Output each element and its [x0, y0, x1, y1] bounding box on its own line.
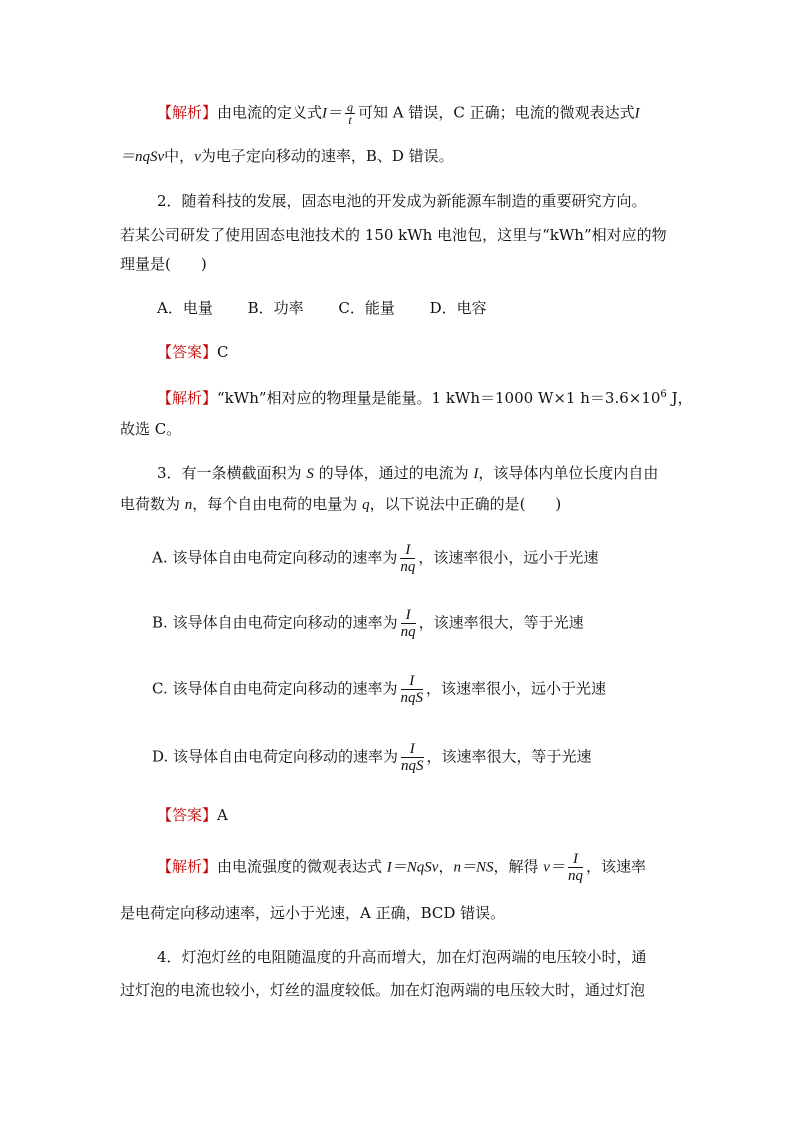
math-n: n	[184, 497, 193, 513]
q4-stem-line-1: 4．灯泡灯丝的电阻随温度的升高而增大，加在灯泡两端的电压较小时，通	[157, 948, 647, 966]
text: 的导体，通过的电流为	[313, 464, 474, 482]
option-label: D.	[152, 747, 174, 766]
analysis-tag: 【解析】	[157, 103, 218, 122]
fraction-numerator: I	[400, 542, 415, 559]
q2-analysis-line-1	[157, 384, 693, 409]
fraction-I-over-nqS	[401, 741, 424, 774]
q1-analysis-line-2	[120, 145, 454, 168]
fraction-denominator: nqS	[400, 690, 423, 706]
math-v: v	[194, 149, 201, 165]
q3-analysis-line-2: 是电荷定向移动速率，远小于光速，A 正确，BCD 错误。	[120, 904, 506, 922]
fraction-denominator: t	[348, 113, 352, 127]
text: “kWh”相对应的物理量是能量。1 kWh＝1000 W×1 h＝3.6×10	[217, 389, 661, 407]
fraction-denominator: nq	[567, 868, 583, 884]
text: 3．有一条横截面积为	[157, 464, 307, 482]
math-I-NqSv: I＝NqSv	[386, 859, 439, 876]
option-text: ，该速率很小，远小于光速	[418, 548, 599, 567]
fraction-numerator: I	[401, 741, 424, 758]
option-text: 该导体自由电荷定向移动的速率为	[172, 548, 398, 567]
math-I: I	[473, 466, 479, 482]
option-text: 该导体自由电荷定向移动的速率为	[172, 613, 398, 632]
text: 由电流强度的微观表达式	[217, 857, 387, 876]
text: ，	[438, 857, 454, 876]
option-label: A.	[152, 548, 173, 567]
q2-analysis-line-2: 故选 C。	[120, 420, 182, 438]
q3-answer	[157, 804, 228, 826]
q4-stem-line-2: 过灯泡的电流也较小，灯丝的温度较低。加在灯泡两端的电压较大时，通过灯泡	[120, 981, 646, 999]
math-I-eq: I＝	[322, 105, 343, 122]
q1-analysis-line-1	[157, 101, 640, 126]
q3-option-b	[152, 607, 584, 640]
fraction-I-over-nqS	[401, 673, 424, 706]
answer-tag: 【答案】	[157, 806, 218, 824]
q2-stem-line-3: 理量是( )	[120, 255, 207, 273]
math-nqSv: ＝nqSv	[120, 149, 165, 165]
text: 由电流的定义式	[217, 103, 323, 122]
answer-tag: 【答案】	[157, 343, 218, 361]
answer-value: C	[217, 343, 229, 361]
fraction-numerator: q	[347, 100, 354, 114]
option-text: 该导体自由电荷定向移动的速率为	[173, 747, 399, 766]
option-text: 该导体自由电荷定向移动的速率为	[172, 679, 398, 698]
q2-stem-line-2: 若某公司研发了使用固态电池技术的 150 kWh 电池包，这里与“kWh”相对应的物	[120, 226, 667, 244]
option-text: ，该速率很大，等于光速	[418, 613, 584, 632]
text: 为电子定向移动的速率，B、D 错误。	[200, 147, 454, 165]
q3-analysis-line-1	[157, 851, 646, 884]
fraction-numerator: I	[401, 673, 424, 690]
text: 电荷数为	[120, 495, 185, 513]
answer-value: A	[217, 806, 228, 824]
text: ，该导体内单位长度内自由	[478, 464, 659, 482]
math-S: S	[306, 466, 314, 482]
math-I: I	[634, 105, 640, 122]
fraction-denominator: nq	[400, 559, 416, 575]
q3-stem-line-1	[157, 462, 658, 485]
text: ，该速率	[585, 857, 646, 876]
math-n-NS: n＝NS	[453, 859, 494, 876]
option-text: ，该速率很大，等于光速	[426, 747, 592, 766]
q2-stem-line-1: 2．随着科技的发展，固态电池的开发成为新能源车制造的重要研究方向。	[157, 192, 647, 210]
math-v-eq: v＝	[543, 859, 565, 876]
exponent: 6	[660, 389, 667, 400]
q3-stem-line-2	[120, 493, 561, 516]
option-text: ，该速率很小，远小于光速	[426, 679, 607, 698]
fraction-denominator: nqS	[401, 758, 424, 774]
q3-option-a	[152, 542, 598, 575]
analysis-tag: 【解析】	[157, 389, 218, 407]
analysis-tag: 【解析】	[157, 857, 218, 876]
q2-answer	[157, 341, 229, 363]
fraction-I-over-nq	[568, 851, 583, 884]
option-label: B.	[152, 613, 173, 632]
option-label: C.	[152, 679, 173, 698]
text: 中，	[164, 147, 195, 165]
fraction-denominator: nq	[400, 624, 416, 640]
q3-option-d	[152, 741, 592, 774]
fraction-q-over-t	[345, 101, 355, 126]
fraction-I-over-nq	[401, 607, 416, 640]
text: ，每个自由电荷的电量为	[192, 495, 363, 513]
fraction-numerator: I	[568, 851, 583, 868]
q3-option-c	[152, 673, 606, 706]
text: ，解得	[493, 857, 544, 876]
q2-options: A．电量 B．功率 C．能量 D．电容	[157, 299, 487, 317]
fraction-I-over-nq	[400, 542, 415, 575]
text: J，	[666, 389, 693, 407]
text: ，以下说法中正确的是( )	[369, 495, 562, 513]
text: 可知 A 错误，C 正确；电流的微观表达式	[358, 103, 635, 122]
fraction-numerator: I	[401, 607, 416, 624]
math-q: q	[362, 497, 370, 513]
